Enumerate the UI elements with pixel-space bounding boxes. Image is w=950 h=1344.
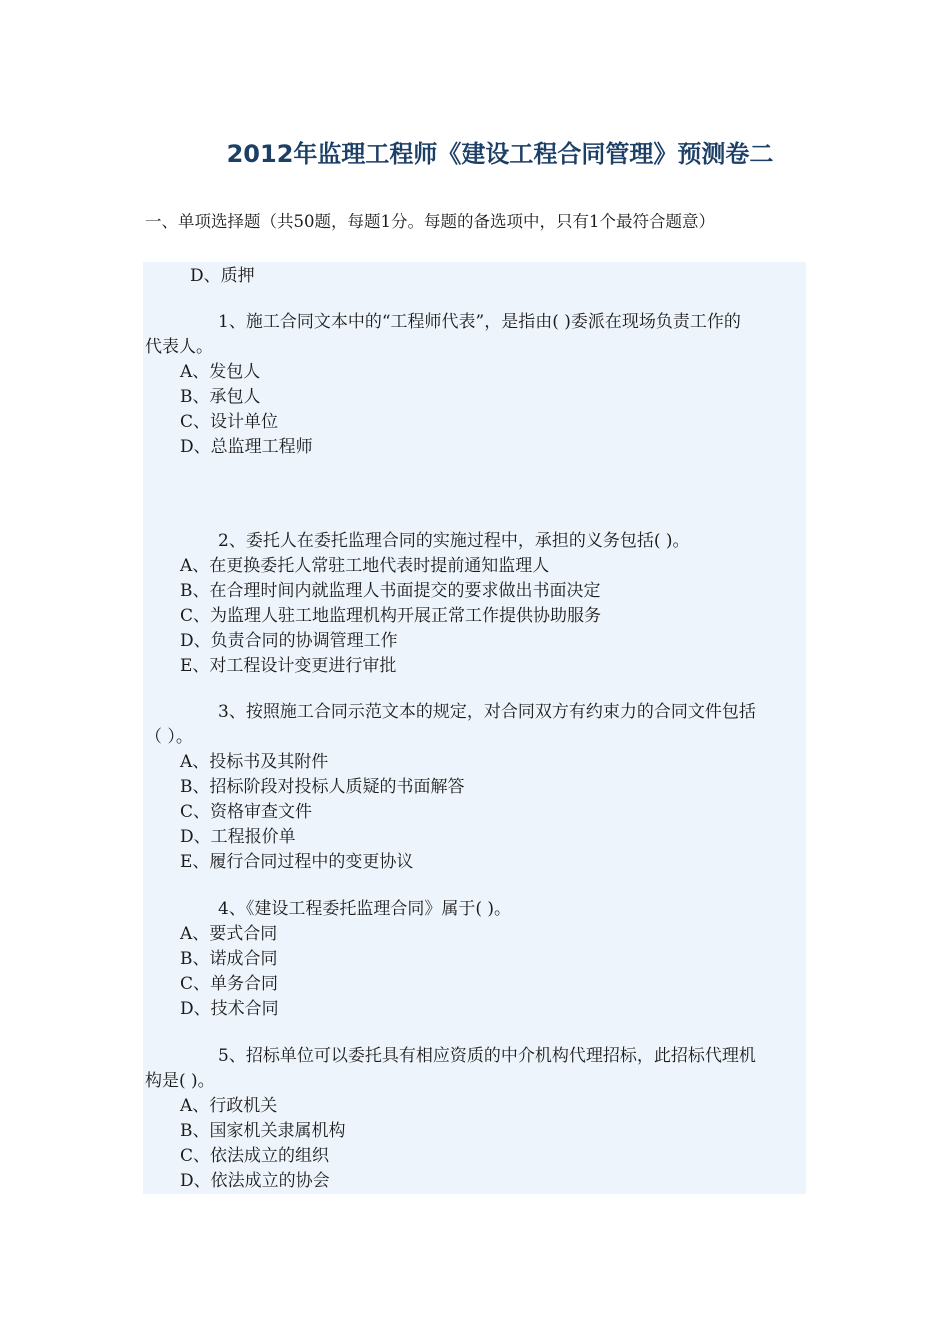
page-title: 2012年监理工程师《建设工程合同管理》预测卷二 — [226, 140, 774, 168]
question-2-option-c: C、为监理人驻工地监理机构开展正常工作提供协助服务 — [180, 606, 602, 626]
question-3-option-b: B、招标阶段对投标人质疑的书面解答 — [180, 777, 465, 797]
question-1-text-cont: 代表人。 — [145, 337, 213, 357]
question-1-option-c: C、设计单位 — [180, 412, 279, 432]
question-2-option-b: B、在合理时间内就监理人书面提交的要求做出书面决定 — [180, 581, 601, 601]
question-5-option-a: A、行政机关 — [180, 1096, 278, 1116]
question-5-text-cont: 构是( )。 — [145, 1071, 215, 1091]
question-5-option-b: B、国家机关隶属机构 — [180, 1121, 346, 1141]
question-3-option-e: E、履行合同过程中的变更协议 — [180, 852, 414, 872]
question-4-option-b: B、诺成合同 — [180, 949, 278, 969]
question-5-text: 5、招标单位可以委托具有相应资质的中介机构代理招标，此招标代理机 — [218, 1046, 756, 1066]
question-4-option-a: A、要式合同 — [180, 924, 278, 944]
questions-panel — [143, 262, 806, 1194]
question-3-text: 3、按照施工合同示范文本的规定，对合同双方有约束力的合同文件包括 — [218, 702, 756, 722]
question-3-text-cont: （ ）。 — [145, 727, 193, 747]
question-2-option-d: D、负责合同的协调管理工作 — [180, 631, 398, 651]
section-heading: 一、单项选择题（共50题，每题1分。每题的备选项中，只有1个最符合题意） — [145, 212, 715, 231]
question-5-option-c: C、依法成立的组织 — [180, 1146, 330, 1166]
question-3-option-d: D、工程报价单 — [180, 827, 296, 847]
question-4-option-d: D、技术合同 — [180, 999, 279, 1019]
question-3-option-c: C、资格审查文件 — [180, 802, 313, 822]
question-2-option-a: A、在更换委托人常驻工地代表时提前通知监理人 — [180, 556, 550, 576]
question-5-option-d: D、依法成立的协会 — [180, 1171, 330, 1191]
question-4-option-c: C、单务合同 — [180, 974, 279, 994]
question-1-text: 1、施工合同文本中的“工程师代表”，是指由( )委派在现场负责工作的 — [218, 312, 741, 332]
question-1-option-d: D、总监理工程师 — [180, 437, 313, 457]
question-1-option-b: B、承包人 — [180, 387, 261, 407]
question-4-text: 4、《建设工程委托监理合同》属于( )。 — [218, 899, 511, 919]
question-2-text: 2、委托人在委托监理合同的实施过程中，承担的义务包括( )。 — [218, 531, 690, 551]
question-1-option-a: A、发包人 — [180, 362, 261, 382]
leading-option: D、质押 — [190, 266, 255, 286]
question-2-option-e: E、对工程设计变更进行审批 — [180, 656, 397, 676]
question-3-option-a: A、投标书及其附件 — [180, 752, 329, 772]
